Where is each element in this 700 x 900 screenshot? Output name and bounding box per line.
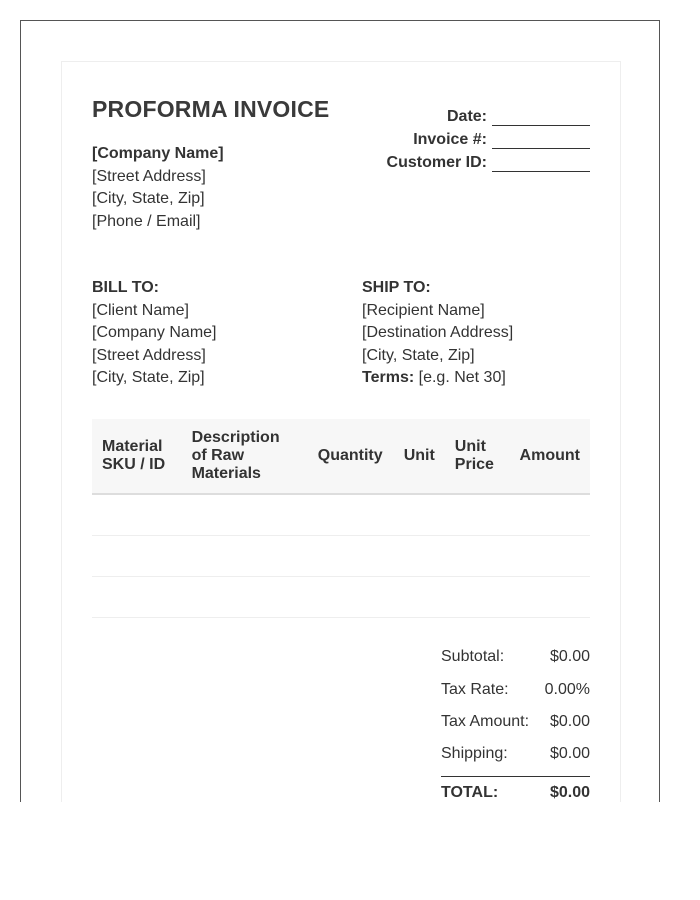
col-header-unit-price: Unit Price (445, 419, 510, 494)
date-input[interactable] (492, 111, 590, 126)
shipping-label: Shipping: (441, 745, 508, 762)
invoice-number-input[interactable] (492, 134, 590, 149)
total-divider (441, 776, 590, 777)
bill-to-company: [Company Name] (92, 324, 217, 341)
subtotal-row (441, 648, 590, 668)
subtotal-label: Subtotal: (441, 648, 505, 665)
tax-amount-label: Tax Amount: (441, 713, 530, 730)
company-street: [Street Address] (92, 167, 206, 185)
invoice-number-label: Invoice #: (413, 131, 487, 148)
table-row[interactable] (92, 536, 590, 577)
company-contact: [Phone / Email] (92, 212, 201, 230)
ship-to-heading: SHIP TO: (362, 279, 431, 296)
shipping-row (441, 745, 590, 765)
ship-to-block (362, 277, 513, 390)
shipping-value: $0.00 (549, 745, 590, 762)
bill-to-heading: BILL TO: (92, 279, 159, 296)
col-header-sku: Material SKU / ID (92, 419, 182, 494)
invoice-number-field (413, 131, 590, 149)
ship-to-recipient: [Recipient Name] (362, 301, 485, 319)
total-value: $0.00 (549, 784, 590, 801)
ship-to-destination: [Destination Address] (362, 324, 514, 341)
total-label: TOTAL: (441, 784, 499, 801)
terms-value: [e.g. Net 30] (418, 369, 506, 386)
date-label: Date: (446, 108, 487, 125)
table-header-row (92, 419, 590, 494)
col-header-quantity: Quantity (308, 419, 394, 494)
customer-id-field (387, 154, 590, 172)
tax-rate-value: 0.00% (544, 681, 590, 698)
subtotal-value: $0.00 (549, 648, 590, 665)
customer-id-input[interactable] (492, 157, 590, 172)
col-header-amount: Amount (510, 419, 590, 494)
table-row[interactable] (92, 494, 590, 536)
col-header-description: Description of Raw Materials (182, 419, 308, 494)
col-header-unit: Unit (394, 419, 445, 494)
terms-label: Terms: (362, 369, 415, 386)
tax-rate-row (441, 681, 590, 701)
total-row (441, 784, 590, 804)
bill-to-client: [Client Name] (92, 301, 189, 319)
customer-id-label: Customer ID: (386, 154, 487, 171)
terms-line (362, 367, 513, 390)
company-name: [Company Name] (92, 145, 224, 162)
invoice-title: PROFORMA INVOICE (92, 96, 330, 122)
tax-rate-label: Tax Rate: (441, 681, 509, 698)
date-field (447, 108, 590, 126)
bill-to-block (92, 277, 217, 390)
company-block (92, 143, 224, 233)
tax-amount-row (441, 713, 590, 733)
table-row[interactable] (92, 577, 590, 618)
ship-to-city: [City, State, Zip] (362, 346, 475, 364)
company-city: [City, State, Zip] (92, 190, 205, 207)
items-table (92, 419, 590, 618)
bill-to-street: [Street Address] (92, 346, 206, 364)
tax-amount-value: $0.00 (549, 713, 590, 730)
bill-to-city: [City, State, Zip] (92, 369, 205, 386)
